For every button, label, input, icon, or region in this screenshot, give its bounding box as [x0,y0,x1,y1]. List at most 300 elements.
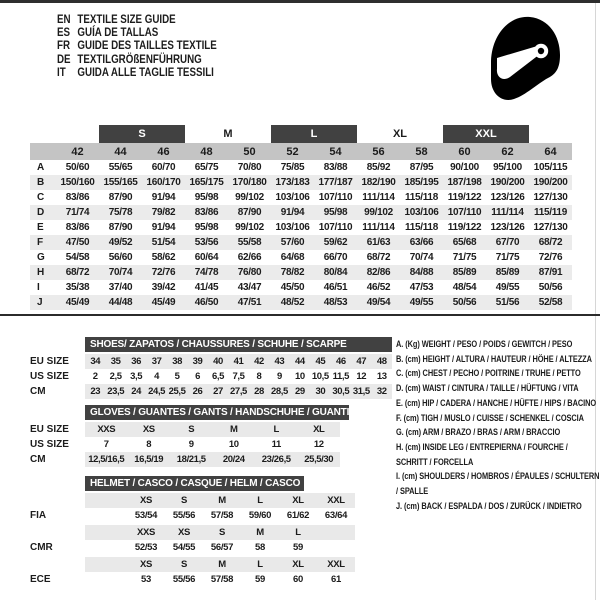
measurement-value: 46/50 [194,297,219,308]
measurement-value: 83/88 [323,162,348,173]
legend-item: G. (cm) ARM / BRAZO / BRAS / ARM / BRACCIO [396,427,561,439]
helmet-size-value: 53/54 [134,510,158,521]
measurement-value: 64/68 [280,252,305,263]
helmet-size-value: 55/56 [172,510,196,521]
measurement-value: 55/58 [237,237,262,248]
helmet-size-value: 55/56 [172,574,196,585]
gloves-size-value: XL [313,424,325,435]
shoes-size-value: 34 [90,356,101,367]
helmet-size-value: 57/58 [210,574,234,585]
shoes-size-value: 27,5 [230,386,247,397]
gloves-size-value: 8 [146,439,152,450]
measurement-value: 177/187 [318,177,353,188]
measurement-value: 85/89 [452,267,477,278]
gloves-size-value: 11 [271,439,281,450]
gloves-size-value: 12,5/16,5 [88,454,125,465]
measurement-value: 83/86 [194,207,219,218]
helmet-size-value: 53 [141,574,151,585]
gloves-size-value: 25,5/30 [304,454,334,465]
legend-item: A. (Kg) WEIGHT / PESO / POIDS / GEWITCH / PESO [396,339,573,350]
shoes-row [30,354,392,369]
measurement-row [30,295,572,310]
gloves-row [30,437,340,452]
measurement-legend [396,338,600,514]
measurement-value: 71/75 [452,252,477,263]
shoes-size-value: 2,5 [109,371,122,382]
shoes-size-value: 13 [376,371,387,382]
legend-item: D. (cm) WAIST / CINTURA / TAILLE / HÜFTUNG / VITA [396,383,579,395]
measurement-row-label: J [37,297,43,308]
measurement-value: 35/38 [65,282,90,293]
gloves-size-value: 18/21,5 [176,454,206,465]
measurement-row-label: D [37,207,45,218]
measurement-value: 190/200 [533,177,568,188]
measurement-value: 103/106 [404,207,439,218]
gloves-row [30,452,340,467]
gloves-table [30,405,350,467]
measurement-value: 90/100 [450,162,479,173]
measurement-value: 70/80 [237,162,262,173]
helmet-header-spacer [30,476,85,491]
size-group-label: L [271,125,357,143]
measurement-value: 85/89 [495,267,520,278]
shoes-rows [30,354,392,399]
measurement-value: 45/50 [280,282,305,293]
measurement-value: 75/85 [280,162,305,173]
measurement-value: 165/175 [189,177,224,188]
measurement-value: 47/50 [65,237,90,248]
measurement-row-label: A [37,162,45,173]
measurement-value: 111/114 [362,192,395,203]
helmet-sizes-cells [85,525,355,540]
measurement-value: 68/72 [538,237,563,248]
language-row [57,67,217,80]
measurement-value: 80/84 [323,267,348,278]
measurement-value: 115/118 [405,222,438,233]
measurement-value: 78/82 [280,267,305,278]
measurement-row-label: B [37,177,45,188]
gloves-header-row [30,405,350,420]
size-number: 46 [157,145,170,158]
shoes-size-value: 10 [295,371,305,382]
legend-item: B. (cm) HEIGHT / ALTURA / HAUTEUR / HÖHE / ALTEZZA [396,353,592,365]
helmet-size-label: L [257,559,263,570]
shoes-size-value: 24 [131,386,142,397]
shoes-size-value: 45 [315,356,326,367]
shoes-row-values [85,354,392,369]
shoes-size-value: 32 [376,386,387,397]
gloves-row-label: CM [30,454,46,465]
size-number: 64 [544,145,557,158]
measurement-value: 123/126 [490,192,525,203]
shoes-row-values [85,384,392,399]
helmet-values-cells [85,508,355,523]
shoes-header-row [30,337,392,352]
size-group-row [30,125,572,143]
measurement-value: 50/60 [65,162,90,173]
shoes-size-value: 48 [376,356,387,367]
measurement-value: 95/100 [493,162,522,173]
size-number: 44 [114,145,127,158]
gloves-size-value: 12 [313,439,324,450]
helmet-size-label: L [257,495,263,506]
shoes-size-value: 43 [274,356,285,367]
measurement-value: 46/52 [366,282,391,293]
helmet-standard-label: ECE [30,574,51,585]
measurement-value: 53/56 [194,237,219,248]
shoes-size-value: 6 [195,371,200,382]
measurement-value: 48/52 [280,297,305,308]
measurement-value: 87/90 [108,222,133,233]
measurement-value: 58/62 [151,252,176,263]
shoes-size-value: 7,5 [232,371,245,382]
helmet-values-cells [85,540,355,555]
gloves-size-value: 7 [103,439,109,450]
shoes-row-label: US SIZE [30,371,69,382]
legend-item: F. (cm) TIGH / MUSLO / CUISSE / SCHENKEL / COSCIA [396,412,584,424]
shoes-row-label: CM [30,386,46,397]
measurement-value: 155/165 [103,177,138,188]
measurement-row [30,205,572,220]
helmet-size-value: 61/62 [286,510,310,521]
gloves-size-value: 20/24 [222,454,245,465]
textile-size-table [30,125,572,310]
measurement-value: 39/42 [151,282,176,293]
size-number: 54 [329,145,342,158]
measurement-value: 60/70 [151,162,176,173]
measurement-value: 55/65 [108,162,133,173]
measurement-value: 115/119 [534,207,567,218]
helmet-sizes-cells [85,493,355,508]
helmet-size-label: XXS [136,527,156,538]
measurement-value: 70/74 [409,252,434,263]
measurement-row-label: I [37,282,40,293]
measurement-row [30,235,572,250]
measurement-value: 47/53 [409,282,434,293]
measurement-value: 51/56 [495,297,520,308]
measurement-value: 45/49 [151,297,176,308]
shoes-size-value: 35 [110,356,121,367]
size-number: 58 [415,145,428,158]
gloves-row-values [85,422,340,437]
measurement-value: 119/122 [447,192,482,203]
measurement-value: 65/68 [452,237,477,248]
measurement-value: 82/86 [366,267,391,278]
gloves-row-values [85,437,340,452]
measurement-value: 68/72 [366,252,391,263]
measurement-row-label: G [37,252,45,263]
measurement-value: 66/70 [323,252,348,263]
helmet-values-row [30,508,355,523]
shoes-size-value: 2 [92,371,98,382]
helmet-groups [30,493,355,587]
helmet-title-bar: HELMET / CASCO / CASQUE / HELM / CASCO [85,476,304,491]
measurement-value: 99/102 [235,192,264,203]
gloves-size-value: 10 [228,439,239,450]
language-header [57,13,217,80]
shoes-size-value: 10,5 [311,371,329,382]
measurement-rows [30,160,572,310]
measurement-value: 107/110 [318,192,353,203]
language-row [57,53,217,66]
helmet-sizes-cells [85,557,355,572]
measurement-value: 49/54 [366,297,391,308]
helmet-size-value: 60 [293,574,303,585]
language-row [57,13,217,26]
helmet-standard-label: CMR [30,542,53,553]
measurement-value: 49/52 [108,237,133,248]
helmet-size-value: 52/53 [134,542,158,553]
helmet-sizes-row [30,557,355,572]
shoes-size-value: 5 [174,371,180,382]
helmet-standard-group [30,493,355,523]
measurement-value: 59/62 [323,237,348,248]
size-number: 56 [372,145,385,158]
measurement-value: 103/106 [275,192,310,203]
helmet-size-label: XL [292,495,304,506]
helmet-size-label: M [218,495,226,506]
measurement-value: 111/114 [362,222,395,233]
measurement-value: 63/66 [409,237,434,248]
shoes-size-value: 37 [151,356,162,367]
measurement-value: 76/80 [237,267,262,278]
gloves-row [30,422,340,437]
measurement-value: 74/78 [194,267,219,278]
measurement-row [30,265,572,280]
measurement-row-label: E [37,222,44,233]
shoes-size-value: 46 [335,356,346,367]
helmet-size-value: 63/64 [324,510,348,521]
measurement-value: 51/54 [151,237,176,248]
helmet-size-label: XS [177,527,191,538]
shoes-size-value: 30 [315,386,326,397]
gloves-size-value: XS [142,424,155,435]
language-title: TEXTILGRÖßENFÜHRUNG [77,53,202,66]
helmet-size-label: XS [139,495,153,506]
gloves-size-value: 16,5/19 [134,454,164,465]
shoes-row-label: EU SIZE [30,356,69,367]
measurement-value: 150/160 [60,177,95,188]
helmet-values-cells [85,572,355,587]
language-row [57,26,217,39]
measurement-value: 52/58 [538,297,563,308]
measurement-row [30,280,572,295]
shoes-size-value: 47 [356,356,367,367]
measurement-value: 91/94 [280,207,305,218]
size-number: 50 [243,145,256,158]
shoes-size-value: 25,5 [168,386,186,397]
helmet-size-label: M [256,527,264,538]
shoes-size-value: 29 [295,386,305,397]
measurement-value: 72/76 [538,252,563,263]
helmet-sizes-row-spacer [30,525,85,540]
gloves-row-label: EU SIZE [30,424,69,435]
measurement-row [30,175,572,190]
shoes-size-value: 23 [90,386,101,397]
helmet-size-value: 59 [255,574,265,585]
measurement-row [30,160,572,175]
shoes-size-value: 4 [154,371,160,382]
helmet-standard-label: FIA [30,510,47,521]
shoes-size-value: 44 [295,356,305,367]
size-number: 48 [200,145,213,158]
shoes-size-value: 24,5 [148,386,166,397]
helmet-size-label: S [218,527,226,538]
size-number: 42 [71,145,84,158]
measurement-value: 61/63 [366,237,391,248]
measurement-value: 83/86 [65,192,90,203]
shoes-size-value: 28 [254,386,264,397]
shoes-table [30,337,392,399]
measurement-value: 87/95 [409,162,434,173]
shoes-row [30,369,392,384]
language-code: IT [57,67,66,80]
shoes-size-value: 36 [131,356,142,367]
language-code: ES [57,27,71,40]
shoes-size-value: 38 [172,356,182,367]
helmet-sizes-row [30,493,355,508]
gloves-size-value: 9 [188,439,194,450]
top-border-line [0,0,600,3]
shoes-size-value: 27 [213,386,223,397]
measurement-row-label: F [37,237,44,248]
language-title: GUIDA ALLE TAGLIE TESSILI [77,67,214,80]
measurement-value: 71/74 [65,207,90,218]
measurement-value: 95/98 [323,207,348,218]
measurement-value: 75/78 [108,207,133,218]
language-title: GUÍA DE TALLAS [77,27,159,40]
measurement-value: 107/110 [447,207,482,218]
helmet-sizes-row [30,525,355,540]
helmet-standard-group [30,525,355,555]
helmet-size-value: 61 [331,574,341,585]
language-code: DE [57,53,71,66]
helmet-size-value: 57/58 [210,510,234,521]
language-code: EN [57,13,71,26]
helmet-sizes-row-spacer [30,493,85,508]
measurement-value: 49/55 [409,297,434,308]
size-group-spacer [30,125,99,143]
shoes-size-value: 3,5 [130,371,143,382]
measurement-value: 57/60 [280,237,305,248]
measurement-value: 48/54 [452,282,477,293]
shoes-size-value: 26 [192,386,203,397]
helmet-values-row [30,572,355,587]
helmet-size-value: 59/60 [248,510,272,521]
racing-helmet-icon [489,16,563,104]
measurement-value: 85/92 [366,162,391,173]
legend-item: E. (cm) HIP / CADERA / HANCHE / HÜFTE / HIPS / BACINO [396,397,597,409]
measurement-value: 50/56 [538,282,563,293]
helmet-standard-group [30,557,355,587]
shoes-size-value: 23,5 [107,386,125,397]
measurement-row-label: C [37,192,45,203]
measurement-value: 99/102 [364,207,393,218]
measurement-value: 45/49 [65,297,90,308]
measurement-value: 187/198 [447,177,482,188]
measurement-value: 83/86 [65,222,90,233]
helmet-size-value: 54/55 [172,542,196,553]
measurement-value: 68/72 [65,267,90,278]
shoes-row-values [85,369,392,384]
measurement-value: 127/130 [533,192,568,203]
gloves-size-value: M [229,424,238,435]
gloves-size-value: S [188,424,195,435]
gloves-rows [30,422,340,467]
gloves-size-value: 23/26,5 [261,454,291,465]
gloves-row-values [85,452,340,467]
measurement-value: 60/64 [194,252,219,263]
measurement-value: 95/98 [194,192,219,203]
legend-item: J. (cm) BACK / ESPALDA / DOS / ZURÜCK / INDIETRO [396,500,582,512]
measurement-value: 54/58 [65,252,90,263]
measurement-value: 119/122 [447,222,482,233]
shoes-size-value: 11,5 [332,371,350,382]
shoes-size-value: 12 [356,371,367,382]
shoes-size-value: 41 [233,356,244,367]
measurement-value: 47/51 [237,297,262,308]
helmet-values-row [30,540,355,555]
measurement-value: 43/47 [237,282,262,293]
helmet-size-label: XS [139,559,153,570]
helmet-size-value: 56/57 [210,542,234,553]
measurement-value: 84/88 [409,267,434,278]
shoes-title-bar: SHOES/ ZAPATOS / CHAUSSURES / SCHUHE / SCARPE [85,337,392,352]
legend-item: H. (cm) INSIDE LEG / ENTREPIERNA / FOURCHE / SCHRITT / FORCELLA [396,441,568,468]
measurement-value: 87/90 [108,192,133,203]
measurement-value: 44/48 [108,297,133,308]
measurement-row [30,190,572,205]
helmet-size-label: S [180,495,188,506]
measurement-value: 95/98 [194,222,219,233]
measurement-value: 173/183 [275,177,310,188]
shoes-size-value: 28,5 [270,386,288,397]
measurement-value: 87/90 [237,207,262,218]
helmet-size-label: L [295,527,301,538]
shoes-size-value: 40 [213,356,223,367]
size-number-row [30,143,572,160]
helmet-size-label: S [180,559,188,570]
shoes-size-value: 30,5 [332,386,350,397]
helmet-sizes-row-spacer [30,557,85,572]
shoes-size-value: 42 [254,356,264,367]
measurement-value: 182/190 [361,177,396,188]
language-title: GUIDE DES TAILLES TEXTILE [77,40,217,53]
gloves-header-spacer [30,405,85,420]
measurement-value: 70/74 [108,267,133,278]
measurement-value: 50/56 [452,297,477,308]
measurement-value: 115/118 [405,192,438,203]
shoes-size-value: 9 [276,371,282,382]
measurement-value: 72/76 [151,267,176,278]
measurement-value: 160/170 [146,177,181,188]
measurement-row [30,250,572,265]
gloves-size-value: XXS [97,424,116,435]
size-group-label: XXL [443,125,529,143]
helmet-table [30,476,355,589]
measurement-value: 105/115 [533,162,568,173]
measurement-value: 62/66 [237,252,262,263]
helmet-size-value: 58 [255,542,265,553]
measurement-value: 170/180 [232,177,267,188]
gloves-row-label: US SIZE [30,439,69,450]
language-row [57,40,217,53]
measurement-value: 123/126 [490,222,525,233]
shoes-size-value: 39 [192,356,203,367]
helmet-size-value: 59 [293,542,303,553]
helmet-size-label: XXL [327,495,345,506]
language-title: TEXTILE SIZE GUIDE [77,13,176,26]
